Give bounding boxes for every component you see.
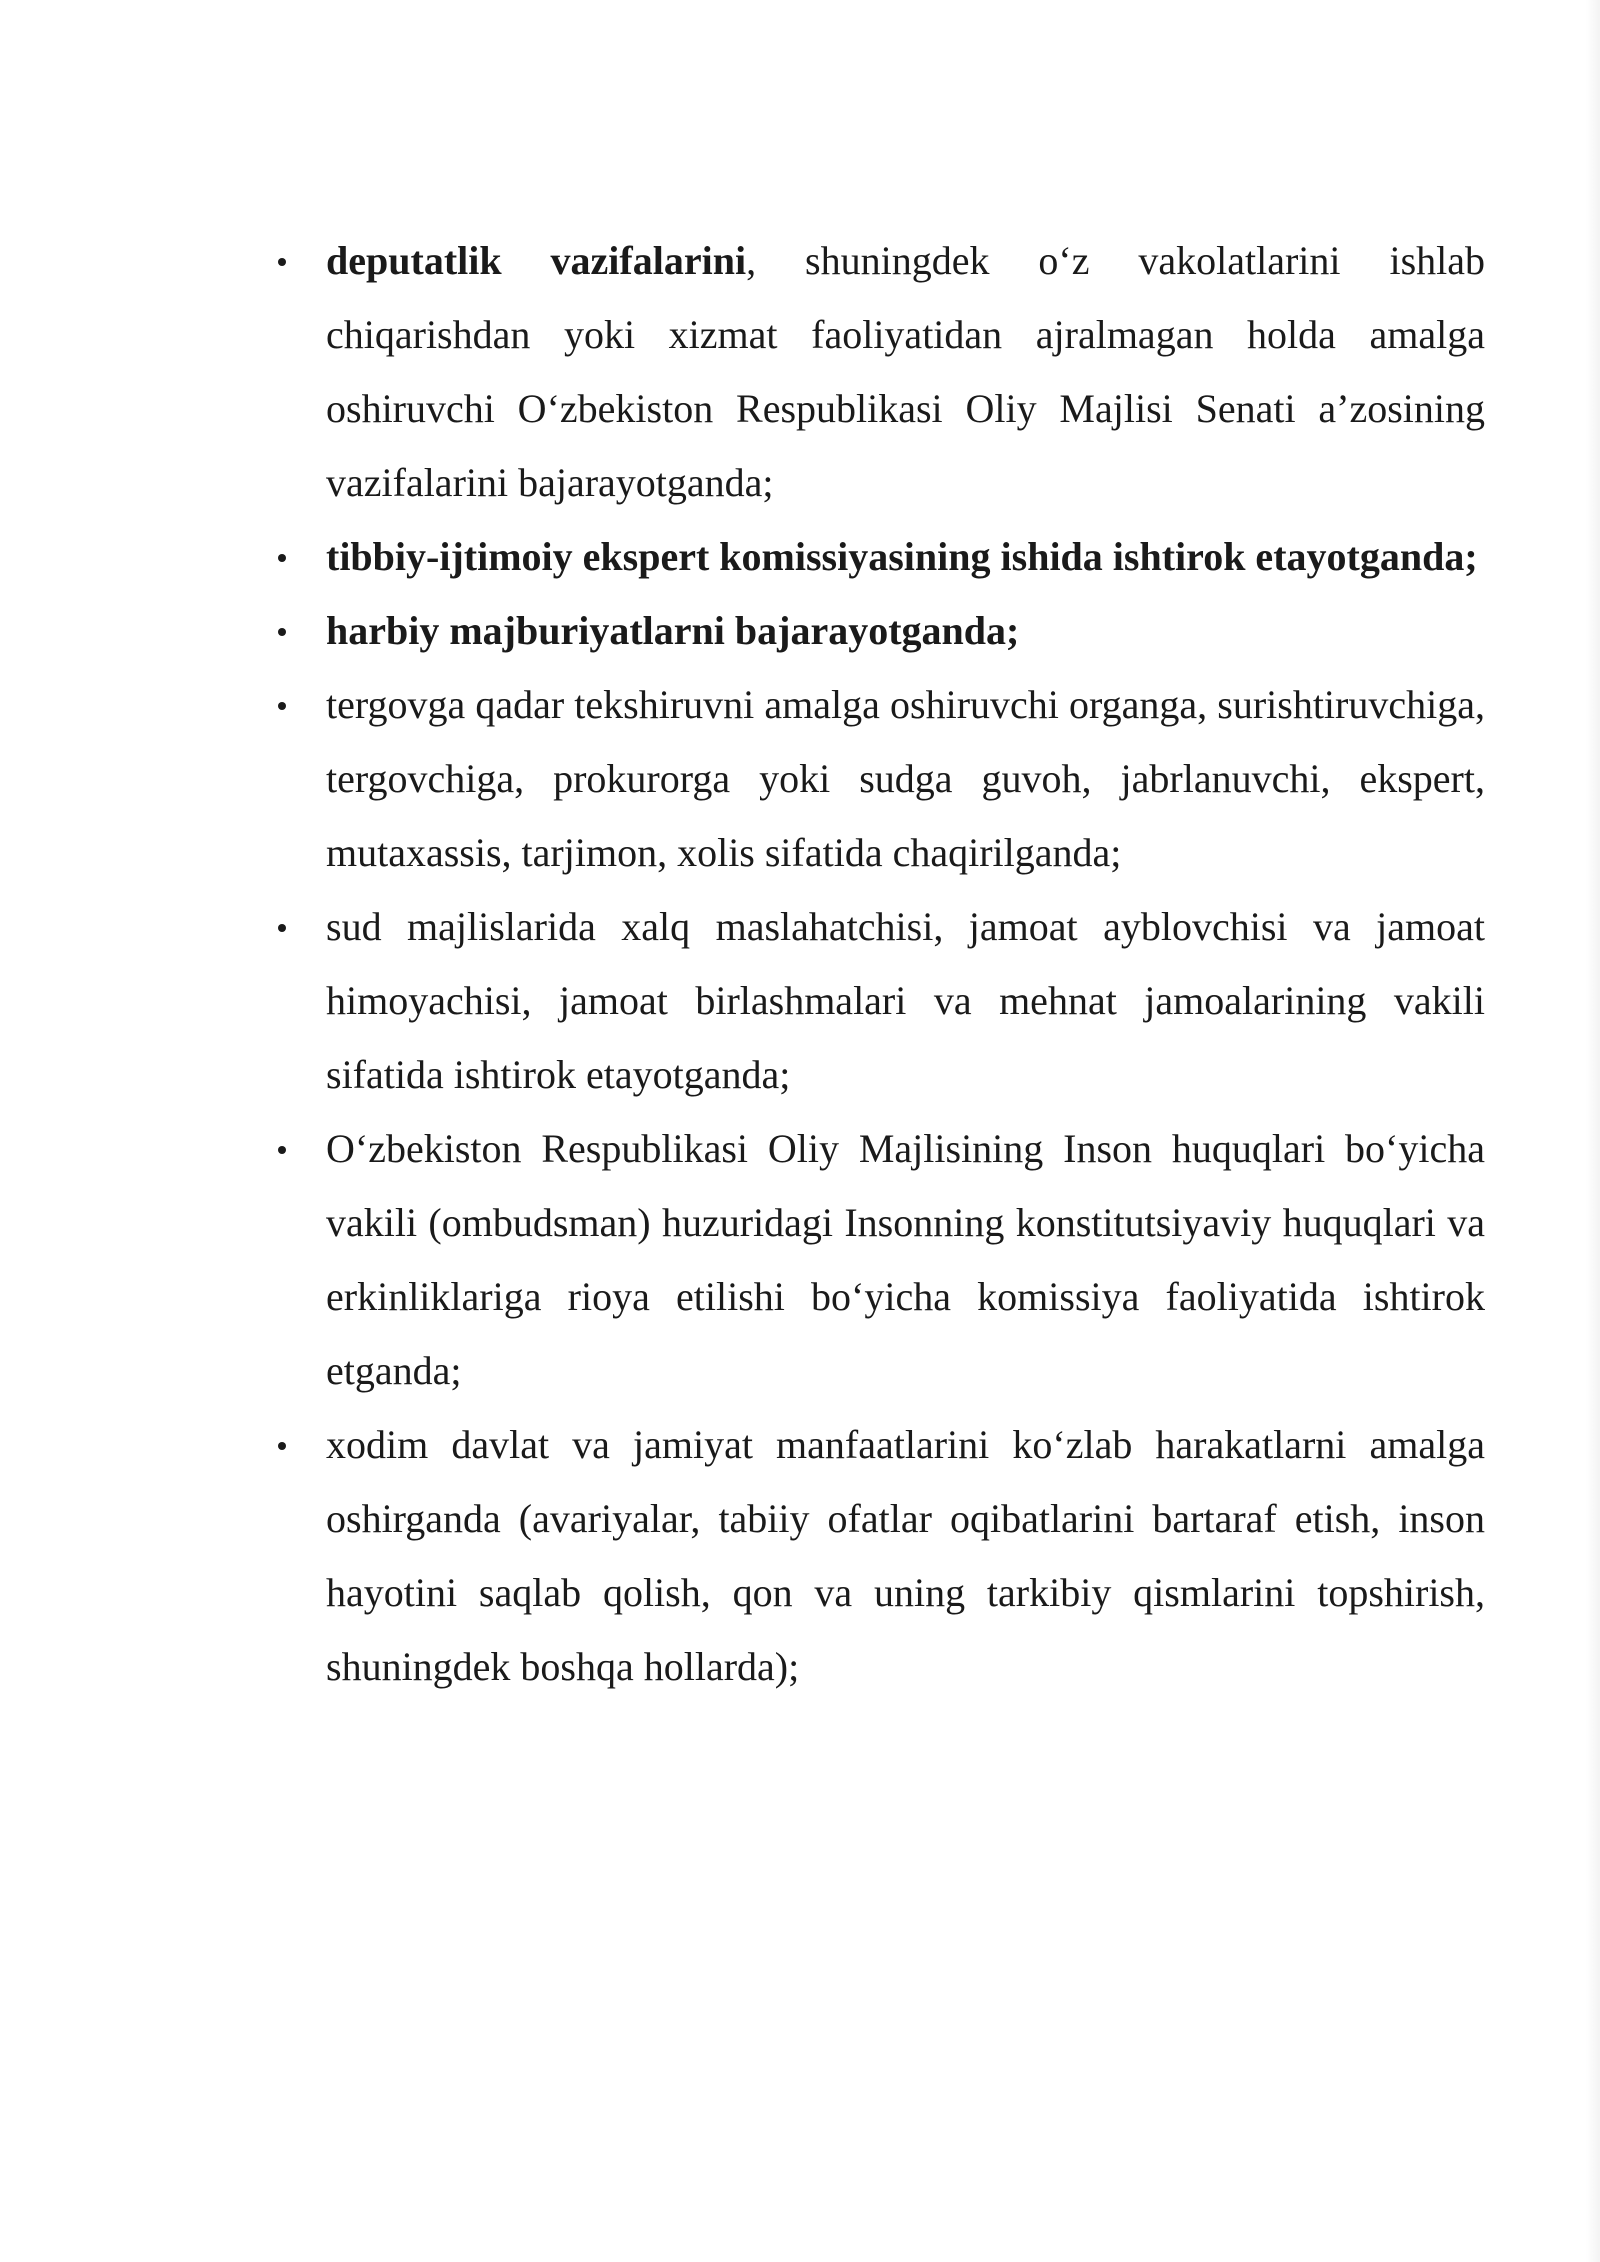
bullet-icon: [278, 924, 286, 932]
list-item: [270, 668, 1485, 890]
bullet-icon: [278, 702, 286, 710]
list-item: [270, 520, 1485, 594]
bullet-icon: [278, 1146, 286, 1154]
list-item: [270, 224, 1485, 520]
item-bold-text: tibbiy-ijtimoiy ekspert komissiyasining ishida ishtirok etayotganda;: [326, 534, 1478, 579]
item-text: tergovga qadar tekshiruvni amalga oshiruvchi organga, surishtiruvchiga, tergovchiga, prokurorga yoki sudga guvoh, jabrlanuvchi, ekspert, mutaxassis, tarjimon, xolis sifatida chaqirilganda;: [326, 682, 1485, 875]
bullet-list: [270, 224, 1485, 1704]
bullet-icon: [278, 554, 286, 562]
item-bold-text: harbiy majburiyatlarni bajarayotganda;: [326, 608, 1020, 653]
item-text: xodim davlat va jamiyat manfaatlarini ko‘zlab harakatlarni amalga oshirganda (avariyalar, tabiiy ofatlar oqibatlarini bartaraf etish, inson hayotini saqlab qolish, qon va uning tarkibiy qismlarini topshirish, shuningdek boshqa hollarda);: [326, 1422, 1485, 1689]
list-item: [270, 594, 1485, 668]
item-bold-text: deputatlik vazifalarini: [326, 238, 747, 283]
item-text: , shuningdek o‘z vakolatlarini ishlab chiqarishdan yoki xizmat faoliyatidan ajralmagan holda amalga oshiruvchi O‘zbekiston Respublikasi Oliy Majlisi Senati a’zosining vazifalarini bajarayotganda;: [326, 238, 1486, 505]
list-item: [270, 1112, 1485, 1408]
bullet-icon: [278, 1442, 286, 1450]
item-text: O‘zbekiston Respublikasi Oliy Majlisining Inson huquqlari bo‘yicha vakili (ombudsman) huzuridagi Insonning konstitutsiyaviy huquqlari va erkinliklariga rioya etilishi bo‘yicha komissiya faoliyatida ishtirok etganda;: [326, 1126, 1485, 1393]
page-edge-shadow: [1586, 0, 1600, 2262]
list-item: [270, 890, 1485, 1112]
bullet-icon: [278, 628, 286, 636]
bullet-icon: [278, 258, 286, 266]
item-text: sud majlislarida xalq maslahatchisi, jamoat ayblovchisi va jamoat himoyachisi, jamoat birlashmalari va mehnat jamoalarining vakili sifatida ishtirok etayotganda;: [326, 904, 1485, 1097]
list-item: [270, 1408, 1485, 1704]
